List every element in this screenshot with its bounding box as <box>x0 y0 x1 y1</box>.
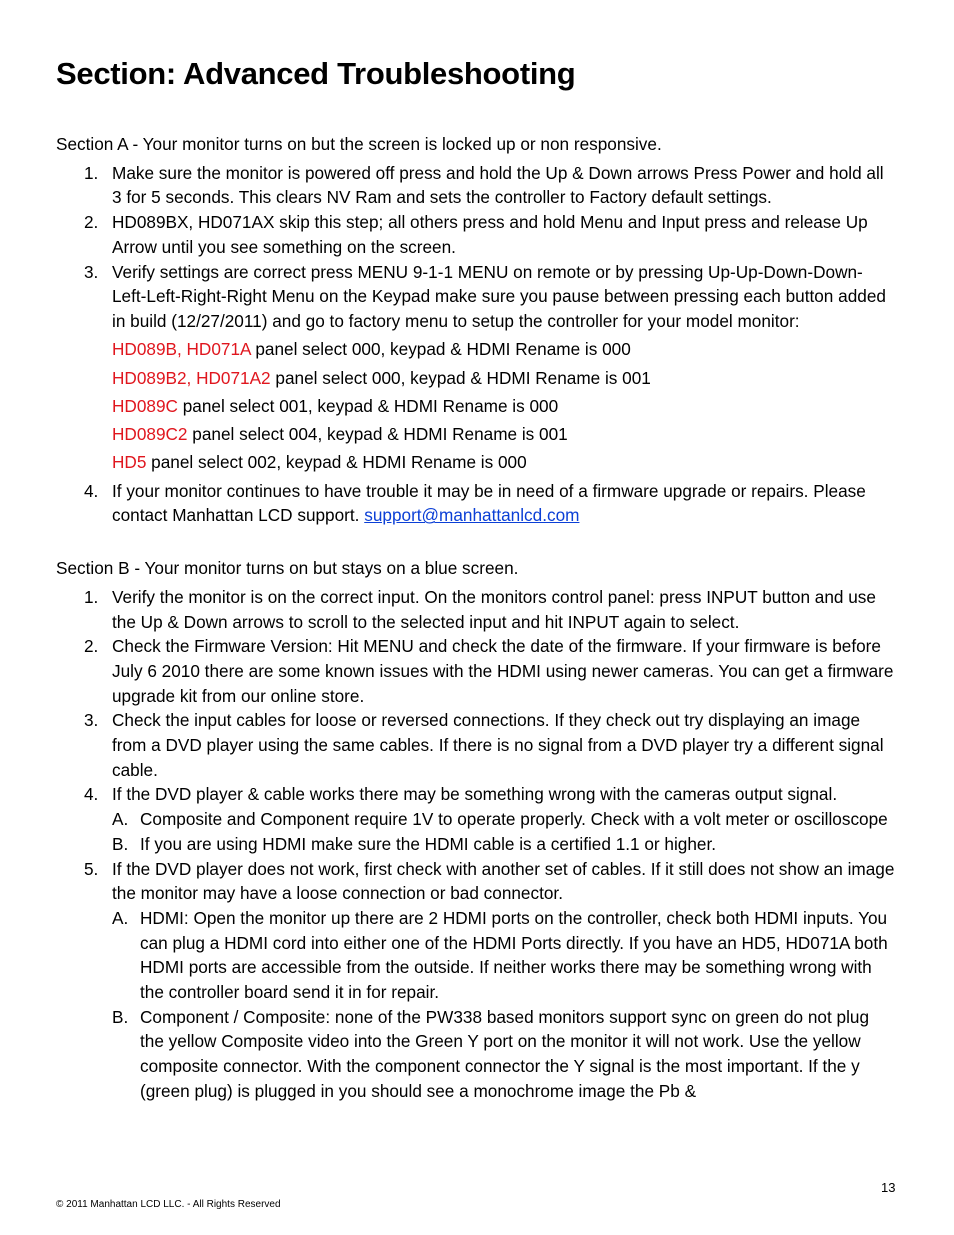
sub-list <box>112 807 896 856</box>
panel-setting: panel select 000, keypad & HDMI Rename is 001 <box>275 367 651 388</box>
list-item <box>56 857 896 1104</box>
panel-setting: panel select 000, keypad & HDMI Rename is 000 <box>255 339 631 360</box>
list-text: If the DVD player does not work, first check with another set of cables. If it still does not show an image the monitor may have a loose connection or bad connector. <box>112 858 895 904</box>
list-number: 4. <box>84 480 99 501</box>
list-text: HD089BX, HD071AX skip this step; all others press and hold Menu and Input press and release Up Arrow until you see something on the screen. <box>112 212 868 257</box>
sub-list-item <box>112 906 896 1005</box>
section-a-list <box>56 161 896 528</box>
sub-list <box>112 906 896 1104</box>
section-spacer <box>56 528 896 556</box>
sub-list-item <box>112 832 896 857</box>
sub-list-letter: A. <box>112 907 129 928</box>
list-number: 3. <box>84 710 99 731</box>
support-email-link[interactable]: support@manhattanlcd.com <box>364 505 580 526</box>
sub-list-text: HDMI: Open the monitor up there are 2 HDMI ports on the controller, check both HDMI inputs. You can plug a HDMI cord into either one of the HDMI Ports directly. If you have an HD5, HD071A both HDMI ports are accessible from the outside. If neither works there may be something wrong with the controller board send it in for repair. <box>140 907 888 1003</box>
panel-setting: panel select 002, keypad & HDMI Rename is 000 <box>151 452 527 473</box>
model-name: HD089B2, HD071A2 <box>112 367 271 388</box>
list-item <box>56 634 896 708</box>
panel-setting-row <box>112 337 896 362</box>
panel-setting-row <box>112 366 896 391</box>
list-item <box>56 479 896 528</box>
list-item <box>56 708 896 782</box>
list-item <box>56 782 896 856</box>
sub-list-item <box>112 807 896 832</box>
list-number: 4. <box>84 784 99 805</box>
model-name: HD089C2 <box>112 424 188 445</box>
list-number: 3. <box>84 261 99 282</box>
list-text: Verify settings are correct press MENU 9-1-1 MENU on remote or by pressing Up-Up-Down-Down-Left-Left-Right-Right Menu on the Keypad make sure you pause between pressing each button added in build (12/27/2011) and go to factory menu to setup the controller for your model monitor: <box>112 261 886 331</box>
sub-list-text: If you are using HDMI make sure the HDMI cable is a certified 1.1 or higher. <box>140 833 717 854</box>
panel-setting-row <box>112 422 896 447</box>
panel-setting-row <box>112 394 896 419</box>
model-name: HD5 <box>112 452 147 473</box>
panel-setting-row <box>112 450 896 475</box>
panel-setting: panel select 004, keypad & HDMI Rename is 001 <box>192 424 568 445</box>
list-number: 1. <box>84 586 99 607</box>
list-text: Make sure the monitor is powered off press and hold the Up & Down arrows Press Power and hold all 3 for 5 seconds. This clears NV Ram and sets the controller to Factory default settings. <box>112 162 884 208</box>
model-name: HD089B, HD071A <box>112 339 251 360</box>
list-text: Check the input cables for loose or reversed connections. If they check out try displaying an image from a DVD player using the same cables. If there is no signal from a DVD player try a different signal cable. <box>112 710 884 780</box>
page-content <box>56 132 896 1104</box>
sub-list-letter: B. <box>112 1006 129 1027</box>
sub-list-letter: A. <box>112 809 129 830</box>
panel-settings-list <box>112 337 896 475</box>
sub-list-item <box>112 1005 896 1104</box>
list-text: Check the Firmware Version: Hit MENU and check the date of the firmware. If your firmware is before July 6 2010 there are some known issues with the HDMI using newer cameras. You can get a firmware upgrade kit from our online store. <box>112 636 894 706</box>
list-number: 2. <box>84 636 99 657</box>
list-text: Verify the monitor is on the correct input. On the monitors control panel: press INPUT button and use the Up & Down arrows to scroll to the selected input and hit INPUT again to select. <box>112 586 876 632</box>
section-b-intro: Section B - Your monitor turns on but stays on a blue screen. <box>56 558 519 579</box>
list-item <box>56 585 896 634</box>
model-name: HD089C <box>112 395 178 416</box>
list-item <box>56 260 896 476</box>
sub-list-letter: B. <box>112 833 129 854</box>
sub-list-text: Component / Composite: none of the PW338 based monitors support sync on green do not plug the yellow Composite video into the Green Y port on the monitor it will not work. Use the yellow composite connector. With the component connector the Y signal is the most important. If the y (green plug) is plugged in you should see a monochrome image the Pb & <box>140 1006 870 1101</box>
section-a-intro: Section A - Your monitor turns on but the screen is locked up or non responsive. <box>56 134 662 154</box>
list-number: 5. <box>84 858 99 879</box>
list-item <box>56 210 896 259</box>
page-number: 13 <box>881 1180 896 1195</box>
list-text: If the DVD player & cable works there may be something wrong with the cameras output signal. <box>112 784 838 805</box>
section-b-list <box>56 585 896 1104</box>
list-text: If your monitor continues to have trouble it may be in need of a firmware upgrade or repairs. Please contact Manhattan LCD support. <box>112 480 866 526</box>
list-number: 1. <box>84 162 99 183</box>
list-number: 2. <box>84 212 99 233</box>
panel-setting: panel select 001, keypad & HDMI Rename is 000 <box>182 395 559 416</box>
page-title: Section: Advanced Troubleshooting <box>56 56 576 91</box>
copyright-footer: © 2011 Manhattan LCD LLC. - All Rights Reserved <box>56 1199 281 1210</box>
sub-list-text: Composite and Component require 1V to operate properly. Check with a volt meter or oscilloscope <box>140 809 888 830</box>
list-item <box>56 161 896 210</box>
